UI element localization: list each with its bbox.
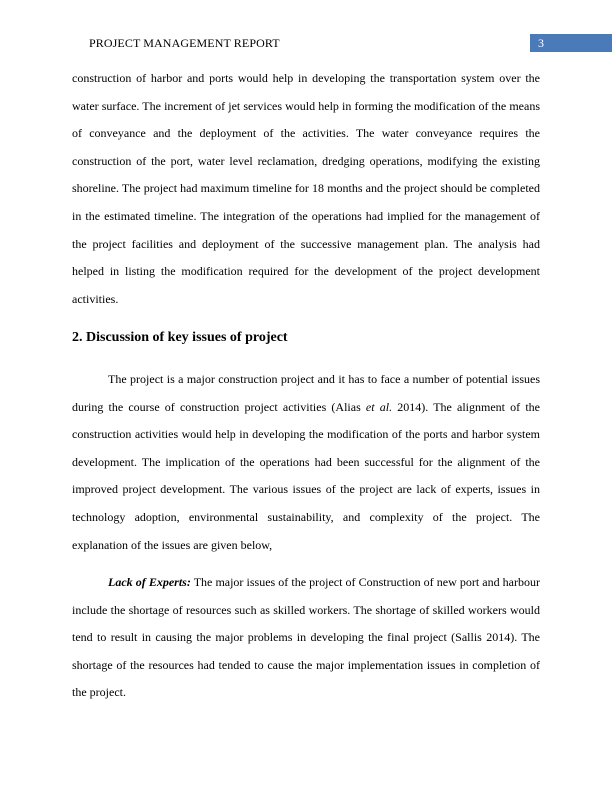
- discussion-text-end: 2014). The alignment of the construction activities would help in developing the modification of the ports and harbor system development. The implication of the operations had been successful for the alignment of the improved project development. The various issues of the project are lack of experts, issues in technology adoption, environmental sustainability, and complexity of the project. The explanation of the issues are given below,: [72, 399, 540, 552]
- discussion-text-start: The project is a major construction project and it has to face a number of potential issues during the course of construction project activities (Alias: [72, 372, 540, 414]
- running-header-title: PROJECT MANAGEMENT REPORT: [89, 36, 280, 50]
- lack-of-experts-text: The major issues of the project of Construction of new port and harbour include the shortage of resources such as skilled workers. The shortage of skilled workers would tend to result in causing the major problems in developing the final project (Sallis 2014). The shortage of the resources had tended to cause the major implementation issues in completion of the project.: [72, 575, 540, 700]
- intro-paragraph: construction of harbor and ports would help in developing the transportation system over the water surface. The increment of jet services would help in forming the modification of the means of conveyance and the deployment of the activities. The water conveyance requires the construction of the port, water level reclamation, dredging operations, modifying the existing shoreline. The project had maximum timeline for 18 months and the project should be completed in the estimated timeline. The integration of the operations had implied for the management of the project facilities and deployment of the successive management plan. The analysis had helped in listing the modification required for the development of the project development activities.: [72, 71, 540, 306]
- lack-of-experts-paragraph: [72, 569, 540, 707]
- discussion-paragraph: [72, 366, 540, 559]
- page-number: 3: [538, 36, 544, 50]
- section-heading: 2. Discussion of key issues of project: [72, 330, 288, 345]
- page-number-badge: [530, 34, 612, 52]
- citation-et-al: et al.: [365, 399, 393, 414]
- lack-of-experts-label: Lack of Experts:: [108, 575, 191, 589]
